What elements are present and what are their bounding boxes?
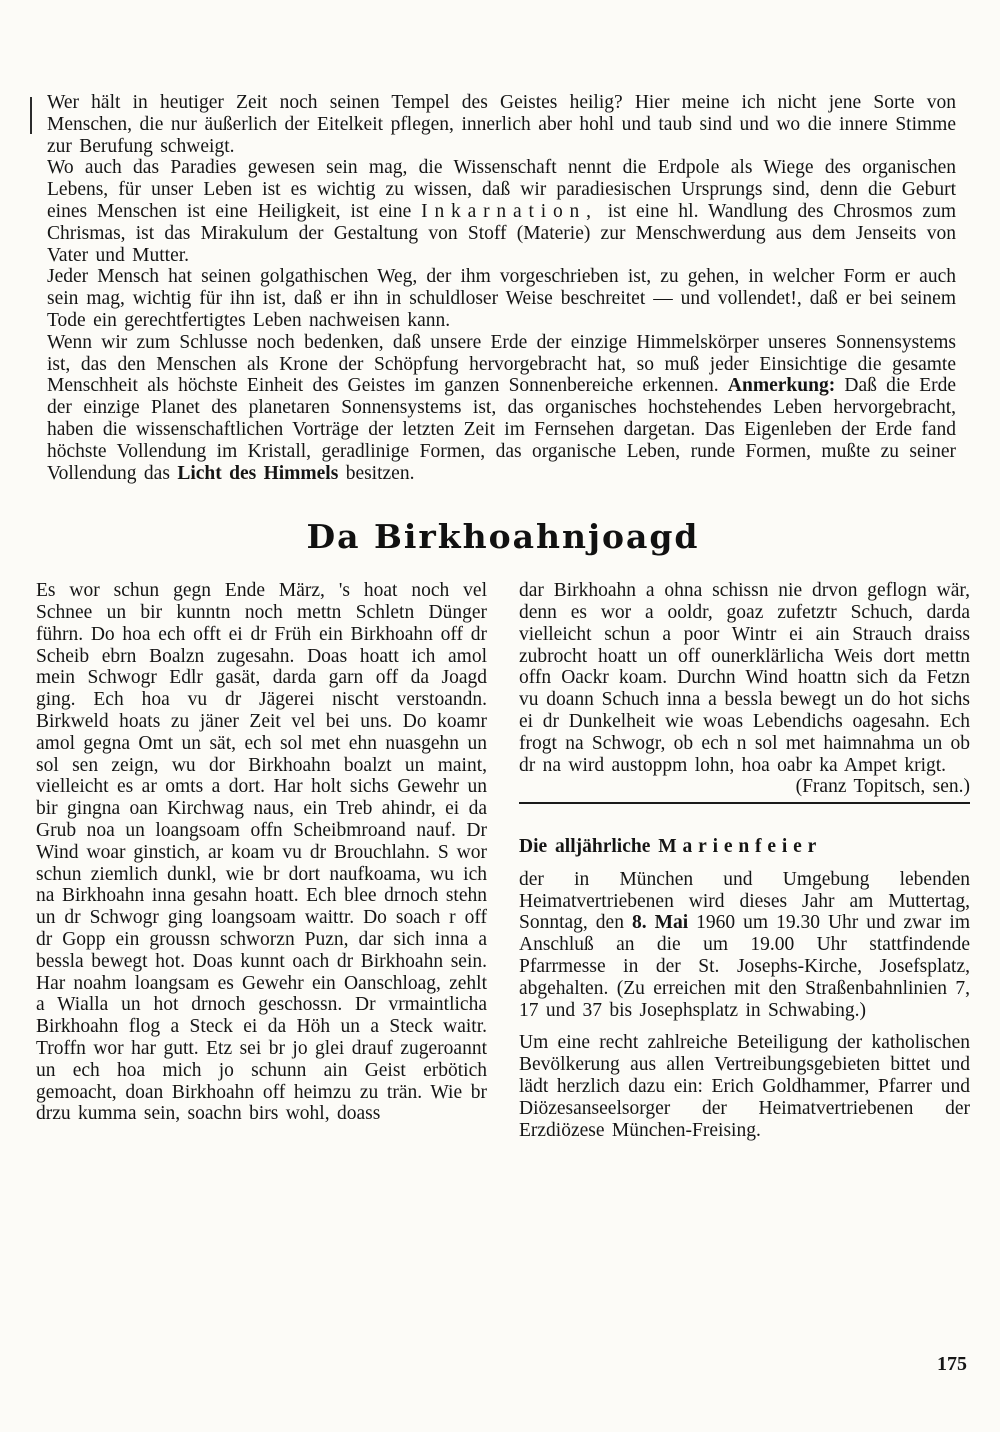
article-columns: [36, 580, 970, 1141]
anmerkung-label: Anmerkung:: [727, 375, 836, 397]
marienfeier-notice: [519, 836, 970, 1141]
intro-paragraph-4-text-mid: Daß die Erde der einzige Planet des planetaren Sonnensystems ist, das organisches hochstehendes Leben hervorgebracht, haben die wissenschaftlichen Vorträge der letzten Zeit im Fernsehen dargetan. Das Eigenleben der Erde fand höchste Vollendung im Kristall, geradlinige Formen, das organische Leben, runde Formen, mußte zu seiner Vollendung das: [47, 375, 957, 484]
intro-section: [47, 92, 956, 484]
spaced-word-inkarnation: Inkarnation,: [421, 200, 598, 222]
margin-mark: [30, 97, 32, 134]
notice-paragraph-2: Um eine recht zahlreiche Beteiligung der katholischen Bevölkerung aus allen Vertreibungsgebieten bittet und lädt herzlich dazu ein: Erich Goldhammer, Pfarrer und Diözesanseelsorger der Heimatvertriebenen der Erzdiözese München-Freising.: [519, 1032, 970, 1141]
article-column-left: [36, 580, 487, 1141]
intro-paragraph-1: Wer hält in heutiger Zeit noch seinen Tempel des Geistes heilig? Hier meine ich nicht jene Sorte von Menschen, die nur äußerlich der Eitelkeit pflegen, innerlich aber hohl und taub sind und wo die innere Stimme zur Berufung schweigt.: [47, 92, 956, 157]
spaced-word-marienfeier: Marienfeier: [658, 836, 823, 858]
notice-heading: [519, 836, 970, 858]
notice-heading-text: Die alljährliche: [519, 836, 659, 858]
date-emphasis: 8. Mai: [631, 912, 689, 934]
intro-paragraph-2-text: Wo auch das Paradies gewesen sein mag, die Wissenschaft nennt die Erdpole als Wiege des organischen Lebens, für unser Leben ist es wichtig zu wissen, daß wir paradiesischen Ursprungs sind, denn die Geburt eines Menschen ist eine Heiligkeit, ist eine: [47, 157, 956, 222]
licht-des-himmels-emphasis: Licht des Himmels: [177, 462, 339, 484]
article-title: Da Birkhoahnjoagd: [306, 517, 700, 557]
intro-paragraph-4: [47, 332, 956, 485]
article-text-right-body: dar Birkhoahn a ohna schissn nie drvon geflogn wär, denn es wor a ooldr, goaz zufetztr Schuch, darda vielleicht schun a poor Wintr ei ain Strauch draiss zubrocht hoatt un off ounerklärlicha Weis dort mettn offn Oackr koam. Durchn Wind hoattn sich da Fetzn vu doann Schuch inna a bessla bewegt un do hot sichs ei dr Dunkelheit wie woas Lebendichs oagesahn. Ech frogt na Schwogr, ob ech n sol met haimnahma un ob dr na wird austoppm lohn, hoa oabr ka Ampet krigt.: [519, 580, 970, 776]
page-number: 175: [937, 1353, 967, 1375]
notice-paragraph-1-text: der in München und Umgebung lebenden Heimatvertriebenen wird dieses Jahr am Muttertag, Sonntag, den: [519, 868, 970, 934]
intro-paragraph-3: Jeder Mensch hat seinen golgathischen Weg, der ihm vorgeschrieben ist, zu gehen, in welcher Form er auch sein mag, wichtig für ihn ist, daß er ihn in schuldloser Weise beschreitet — und vollendet!, daß er bei seinem Tode ein gerechtfertigtes Leben nachweisen kann.: [47, 266, 956, 331]
article-column-right: [519, 580, 970, 1141]
article-text-left: Es wor schun gegn Ende März, 's hoat noch vel Schnee un bir kunntn noch mettn Schletn Dünger führn. Do hoa ech offt ei dr Früh ein Birkhoahn off dr Scheib ebrn Boalzn zugesahn. Doas hoatt ich amol mein Schwogr Edlr gasät, darda garn off da Joagd ging. Ech hoa vu dr Jägerei nischt verstoandn. Birkweld hoats zu jäner Zeit vel bei uns. Do koamr amol gegna Omt un sät, ech sol met ehn nuasgehn un sol sen zeign, wu dor Birkhoahn boalzt un maint, vielleicht es ar omts a dort. Har holt sichs Gewehr un bir gingna oan Kirchwag naus, ein Treb ahindr, ei da Grub noa un loangsoam offn Scheibmroand nauf. Dr Wind woar ginstich, ar koam vu dr Brouchlahn. S wor schun ziemlich dunkl, wie br dort naufkoama, wu ich na Birkhoahn inna gesahn hoatt. Ech blee drnoch stehn un dr Schwogr ging loangsoam waittr. Do soach r off dr Gopp ein groussn schworzn Puzn, dar sich inna a bessla bewegt hot. Doas kunnt oach dr Birkhoahn sein. Har noahm loangsam es Gewehr ein Oanschloag, zehlt a Wialla un hot drnoch geschossn. Dr vrmaintlicha Birkhoahn flog a Steck ei da Höh un a Steck waitr. Troffn wor har gutt. Etz sei br jo glei drauf zugeroannt un ech hoa mich jo schunn ain Geist erbötich gemoacht, doan Birkhoahn off heimzu zu trän. Wie br drzu kumma sein, soachn birs wohl, doass: [36, 580, 487, 1125]
section-divider: [519, 802, 970, 804]
intro-paragraph-4-text: Wenn wir zum Schlusse noch bedenken, daß unsere Erde der einzige Himmelskörper unseres Sonnensystems ist, das den Menschen als Krone der Schöpfung hervorgebracht hat, so muß jeder Einsichtige die gesamte Menschheit als höchste Einheit des Geistes im ganzen Sonnenbereiche erkennen.: [47, 331, 956, 397]
intro-paragraph-2-text-after: ist eine hl. Wandlung des Chrosmos zum Chrismas, ist das Mirakulum der Gestaltung von Stoff (Materie) zur Menschwerdung aus dem Jenseits von Vater und Mutter.: [47, 200, 956, 266]
intro-paragraph-2: [47, 157, 956, 266]
notice-paragraph-1-text-after: 1960 um 19.30 Uhr und zwar im Anschluß an die um 19.00 Uhr stattfindende Pfarrmesse in der St. Josephs-Kirche, Josefsplatz, abgehalten. (Zu erreichen mit den Straßenbahnlinien 7, 17 und 37 bis Josephsplatz in Schwabing.): [519, 912, 970, 1021]
notice-paragraph-1: [519, 869, 970, 1022]
author-signature: (Franz Topitsch, sen.): [795, 776, 970, 798]
intro-paragraph-4-text-end: besitzen.: [338, 462, 415, 484]
article-text-right: [519, 580, 970, 798]
